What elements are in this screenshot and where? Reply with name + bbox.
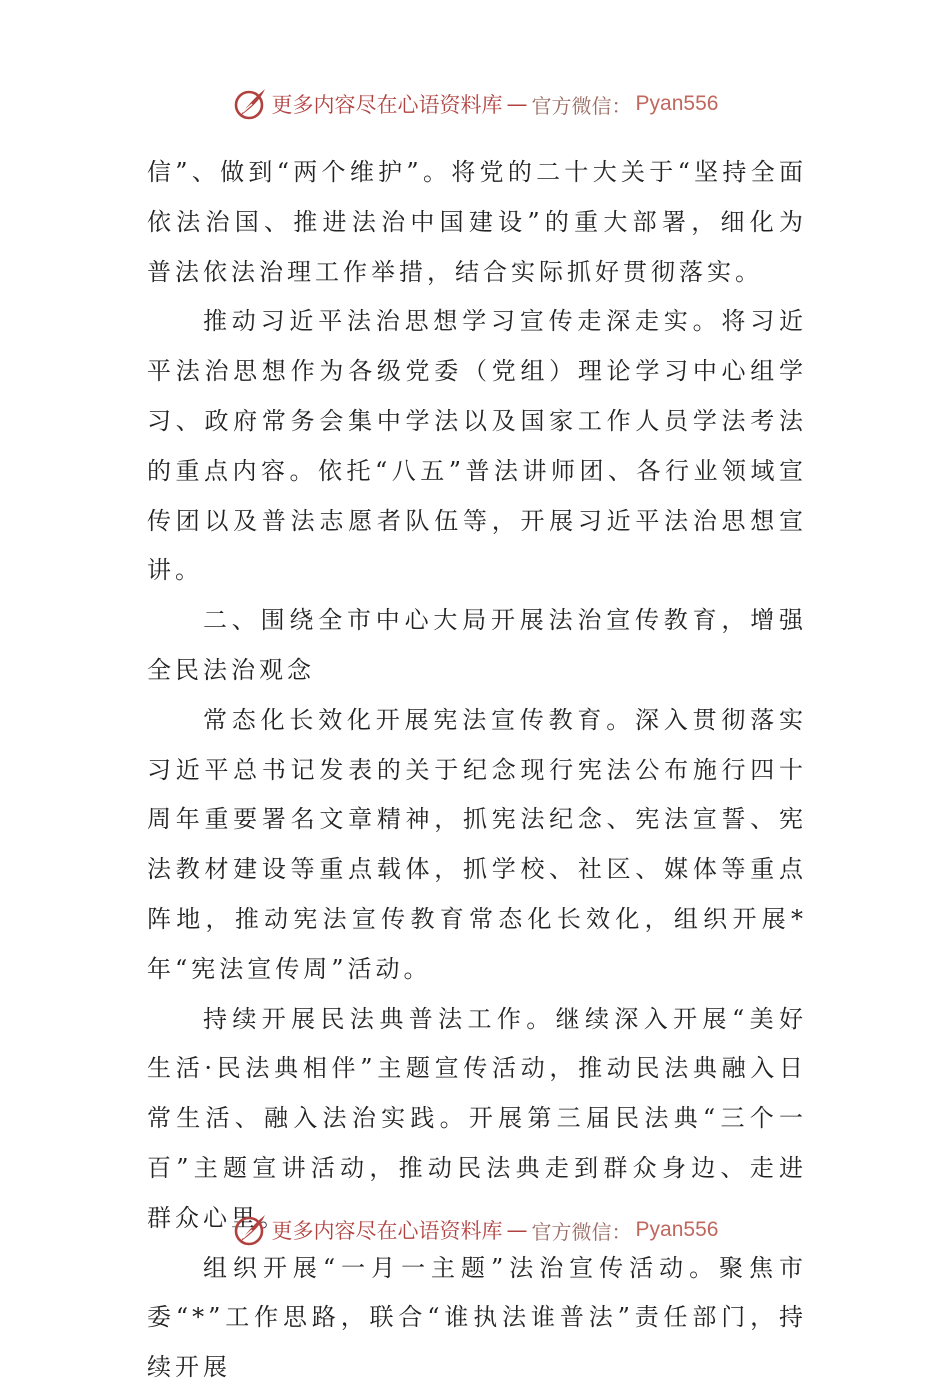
- body-paragraph: 组织开展“一月一主题”法治宣传活动。聚焦市委“*”工作思路，联合“谁执法谁普法”责任部门，持续开展: [147, 1253, 807, 1382]
- quill-logo-icon: [232, 86, 268, 122]
- header-contact-handle: Pyan556: [635, 92, 719, 115]
- body-paragraph: 持续开展民法典普法工作。继续深入开展“美好生活·民法典相伴”主题宣传活动，推动民法典融入日常生活、融入法治实践。开展第三届民法典“三个一百”主题宣讲活动，推动民法典走到群众身边、走进群众心里。: [147, 1004, 807, 1232]
- header-brand-text: 更多内容尽在心语资料库: [271, 93, 503, 117]
- footer-banner: [0, 1210, 950, 1250]
- footer-brand-text: 更多内容尽在心语资料库: [271, 1219, 503, 1243]
- body-paragraph: 信”、做到“两个维护”。将党的二十大关于“坚持全面依法治国、推进法治中国建设”的重大部署，细化为普法依法治理工作举措，结合实际抓好贯彻落实。: [147, 158, 807, 286]
- body-paragraph: 常态化长效化开展宪法宣传教育。深入贯彻落实习近平总书记发表的关于纪念现行宪法公布施行四十周年重要署名文章精神，抓宪法纪念、宪法宣誓、宪法教材建设等重点载体，抓学校、社区、媒体等重点阵地，推动宪法宣传教育常态化长效化，组织开展*年“宪法宣传周”活动。: [147, 705, 807, 983]
- header-banner: [0, 84, 950, 124]
- footer-contact-label: 官方微信：: [531, 1219, 632, 1244]
- footer-dash: —: [506, 1218, 528, 1242]
- footer-contact-handle: Pyan556: [635, 1218, 719, 1241]
- section-heading: 二、围绕全市中心大局开展法治宣传教育，增强全民法治观念: [147, 606, 807, 684]
- document-body: [147, 148, 807, 1393]
- quill-logo-icon: [232, 1212, 268, 1248]
- body-paragraph: 推动习近平法治思想学习宣传走深走实。将习近平法治思想作为各级党委（党组）理论学习中心组学习、政府常务会集中学法以及国家工作人员学法考法的重点内容。依托“八五”普法讲师团、各行业领域宣传团以及普法志愿者队伍等，开展习近平法治思想宣讲。: [147, 307, 807, 585]
- header-contact-label: 官方微信：: [531, 93, 632, 118]
- header-dash: —: [506, 92, 528, 116]
